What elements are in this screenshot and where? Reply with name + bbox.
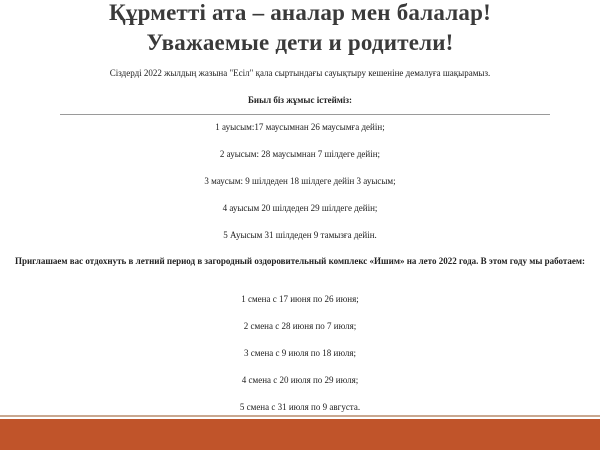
shift-kz-1: 1 ауысым:17 маусымнан 26 маусымға дейін; bbox=[215, 122, 385, 132]
intro-russian: Приглашаем вас отдохнуть в летний период в загородный оздоровительный комплекс «Ишим» на лето 2022 года. В этом году мы работаем: bbox=[14, 256, 586, 266]
shift-ru-1: 1 смена с 17 июня по 26 июня; bbox=[241, 294, 359, 304]
schedule-heading-kazakh: Биыл біз жұмыс істейміз: bbox=[247, 95, 353, 105]
shift-kz-3: 3 маусым: 9 шілдеден 18 шілдеге дейін 3 ауысым; bbox=[204, 176, 396, 186]
shift-ru-5: 5 смена с 31 июля по 9 августа. bbox=[239, 402, 361, 412]
shift-ru-3: 3 смена с 9 июля по 18 июля; bbox=[244, 348, 356, 358]
shift-ru-4: 4 смена с 20 июля по 29 июля; bbox=[241, 375, 359, 385]
shift-kz-2: 2 ауысым: 28 маусымнан 7 шілдеге дейін; bbox=[219, 149, 381, 159]
title-kazakh: Құрметті ата – аналар мен балалар! bbox=[109, 0, 491, 25]
intro-kazakh: Сіздерді 2022 жылдың жазына "Есіл" қала сыртындағы сауықтыру кешеніне демалуға шақырамыз. bbox=[109, 68, 491, 78]
title-russian: Уважаемые дети и родители! bbox=[146, 30, 454, 55]
footer-band bbox=[0, 419, 600, 450]
shift-kz-5: 5 Ауысым 31 шілдеден 9 тамызға дейін. bbox=[223, 230, 377, 240]
footer-accent-line bbox=[0, 415, 600, 417]
shift-kz-4: 4 ауысым 20 шілдеден 29 шілдеге дейін; bbox=[222, 203, 378, 213]
shift-ru-2: 2 смена с 28 июня по 7 июля; bbox=[243, 321, 357, 331]
divider bbox=[60, 114, 550, 115]
